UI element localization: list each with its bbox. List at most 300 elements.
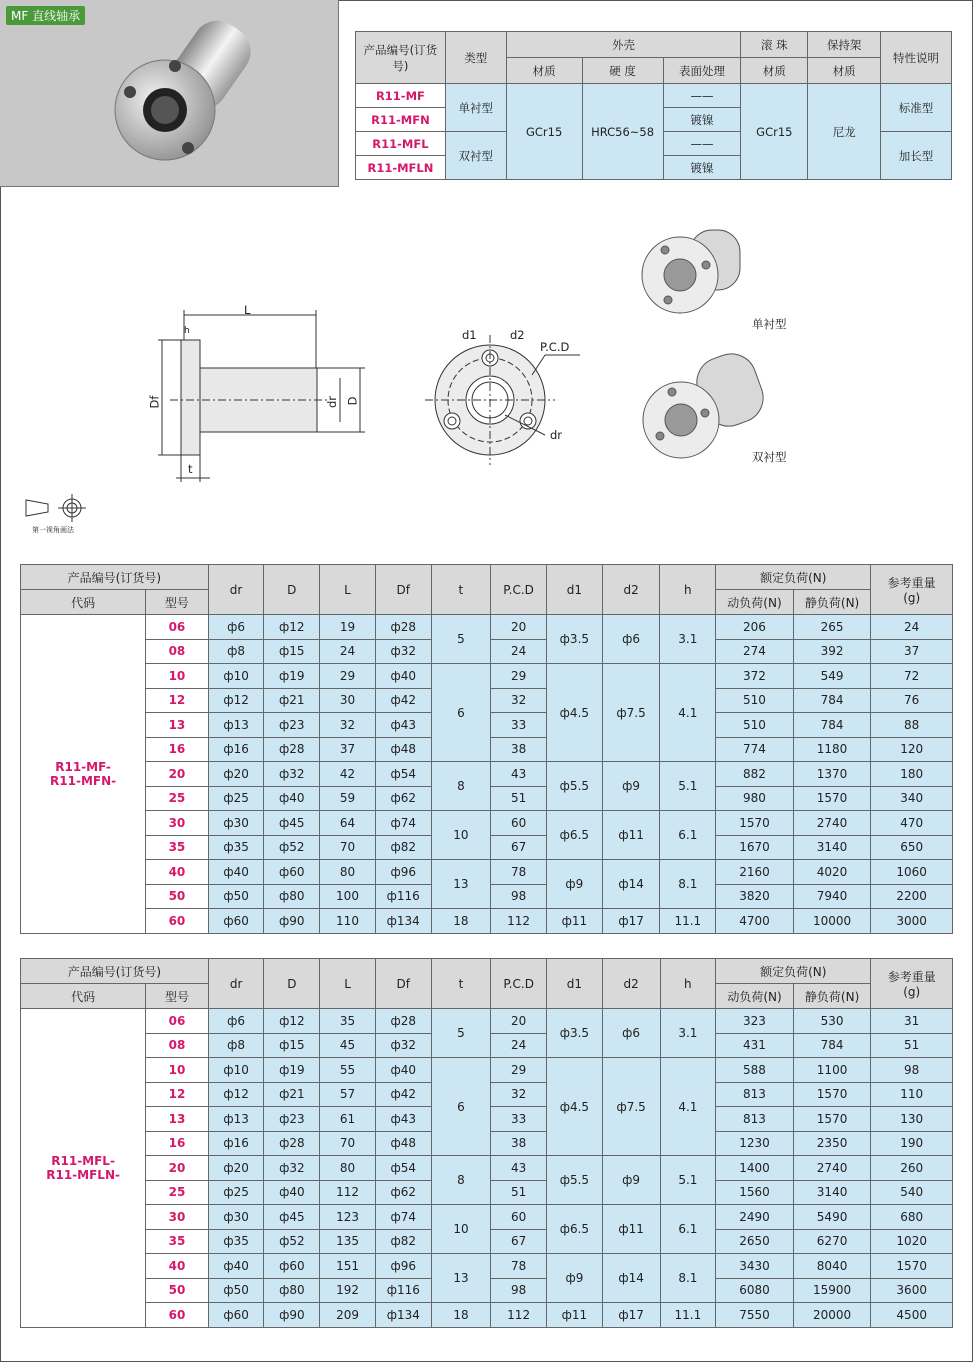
table-row <box>21 664 953 689</box>
load-cell: 37 <box>871 639 953 664</box>
dim-cell: ф8 <box>208 1033 264 1058</box>
table-row <box>21 1254 953 1279</box>
model-cell: 20 <box>146 762 209 787</box>
dim-cell: ф74 <box>375 811 431 836</box>
d1-cell: ф6.5 <box>546 811 602 860</box>
table-row <box>21 1156 953 1181</box>
dim-cell: 70 <box>320 1131 376 1156</box>
dim-cell: ф42 <box>375 688 431 713</box>
header-dr: dr <box>208 565 264 615</box>
header-weight-label: 参考重量 <box>887 970 936 984</box>
load-cell: 882 <box>716 762 794 787</box>
load-cell: 540 <box>871 1180 953 1205</box>
header-L: L <box>320 959 376 1009</box>
load-cell: 260 <box>871 1156 953 1181</box>
dim-cell: 123 <box>320 1205 376 1230</box>
d2-cell: ф9 <box>602 762 660 811</box>
spec-header-order-no: 产品编号(订货号) <box>356 32 446 84</box>
header-model: 型号 <box>146 590 209 615</box>
h-cell: 8.1 <box>660 860 716 909</box>
header-stat: 静负荷(N) <box>793 590 871 615</box>
spec-surface: 镀镍 <box>663 108 741 132</box>
dim-cell: ф8 <box>208 639 264 664</box>
dim-cell: ф48 <box>375 1131 431 1156</box>
header-d2: d2 <box>602 959 660 1009</box>
dim-cell: 30 <box>320 688 376 713</box>
h-cell: 4.1 <box>660 664 716 762</box>
d2-cell: ф7.5 <box>602 664 660 762</box>
dim-cell: ф40 <box>375 664 431 689</box>
pcd-cell: 33 <box>491 1107 547 1132</box>
model-cell: 60 <box>146 1303 209 1328</box>
model-cell: 06 <box>146 1009 209 1034</box>
d2-cell: ф11 <box>602 811 660 860</box>
load-cell: 680 <box>871 1205 953 1230</box>
h-cell: 5.1 <box>660 1156 716 1205</box>
load-cell: 340 <box>871 786 953 811</box>
load-cell: 98 <box>871 1058 953 1083</box>
load-cell: 774 <box>716 737 794 762</box>
load-cell: 3820 <box>716 884 794 909</box>
load-cell: 431 <box>716 1033 794 1058</box>
dim-cell: ф28 <box>264 1131 320 1156</box>
d1-cell: ф4.5 <box>546 664 602 762</box>
h-cell: 6.1 <box>660 811 716 860</box>
d1-cell: ф11 <box>546 909 602 934</box>
d1-cell: ф9 <box>546 860 602 909</box>
dim-cell: ф23 <box>264 1107 320 1132</box>
dim-cell: ф28 <box>375 615 431 640</box>
load-cell: 206 <box>716 615 794 640</box>
load-cell: 6080 <box>716 1278 794 1303</box>
d1-cell: ф5.5 <box>546 762 602 811</box>
dim-cell: ф40 <box>264 786 320 811</box>
dim-cell: ф35 <box>208 835 264 860</box>
table-row <box>21 1058 953 1083</box>
spec-header-hardness: 硬 度 <box>582 58 663 84</box>
projection-label: 第一视角画法 <box>32 526 74 534</box>
header-D: D <box>264 565 320 615</box>
t-cell: 8 <box>431 762 491 811</box>
load-cell: 4500 <box>871 1303 953 1328</box>
dim-cell: ф96 <box>375 1254 431 1279</box>
dim-dr-front: dr <box>550 428 563 442</box>
dim-cell: ф134 <box>375 909 431 934</box>
d1-cell: ф6.5 <box>547 1205 603 1254</box>
load-cell: 15900 <box>793 1278 871 1303</box>
dim-cell: 151 <box>320 1254 376 1279</box>
load-cell: 372 <box>716 664 794 689</box>
dim-cell: ф28 <box>375 1009 431 1034</box>
pcd-cell: 43 <box>491 762 547 787</box>
load-cell: 784 <box>793 713 871 738</box>
table-row <box>21 1205 953 1230</box>
dim-cell: ф116 <box>375 1278 431 1303</box>
header-t: t <box>431 959 491 1009</box>
dim-cell: 19 <box>320 615 376 640</box>
model-cell: 25 <box>146 1180 209 1205</box>
header-t: t <box>431 565 491 615</box>
model-cell: 30 <box>146 811 209 836</box>
model-cell: 12 <box>146 688 209 713</box>
header-weight-unit: (g) <box>903 985 921 999</box>
load-cell: 510 <box>716 688 794 713</box>
load-cell: 2350 <box>793 1131 871 1156</box>
pcd-cell: 67 <box>491 835 547 860</box>
code-1: R11-MF- <box>55 759 111 774</box>
dim-cell: ф25 <box>208 1180 264 1205</box>
pcd-cell: 51 <box>491 1180 547 1205</box>
spec-code: R11-MFLN <box>356 156 446 180</box>
header-h: h <box>660 565 716 615</box>
header-dyn: 动负荷(N) <box>716 984 794 1009</box>
pcd-cell: 98 <box>491 884 547 909</box>
pcd-cell: 38 <box>491 737 547 762</box>
dim-cell: ф16 <box>208 737 264 762</box>
drawing-svg <box>0 200 973 550</box>
dim-cell: 192 <box>320 1278 376 1303</box>
dim-cell: ф45 <box>264 811 320 836</box>
code-1: R11-MFL- <box>51 1153 115 1168</box>
spec-feature-long: 加长型 <box>881 132 952 180</box>
load-cell: 1570 <box>871 1254 953 1279</box>
table-row <box>21 909 953 934</box>
header-D: D <box>264 959 320 1009</box>
pcd-cell: 51 <box>491 786 547 811</box>
dim-cell: ф60 <box>264 860 320 885</box>
code-2: R11-MFN- <box>50 773 117 788</box>
pcd-cell: 67 <box>491 1229 547 1254</box>
load-cell: 8040 <box>793 1254 871 1279</box>
h-cell: 11.1 <box>660 1303 716 1328</box>
dim-cell: ф82 <box>375 1229 431 1254</box>
dim-cell: 70 <box>320 835 376 860</box>
header-d1: d1 <box>547 959 603 1009</box>
load-cell: 20000 <box>793 1303 871 1328</box>
spec-code: R11-MFN <box>356 108 446 132</box>
pcd-cell: 60 <box>491 1205 547 1230</box>
dim-cell: ф60 <box>264 1254 320 1279</box>
load-cell: 2740 <box>793 1156 871 1181</box>
pcd-cell: 38 <box>491 1131 547 1156</box>
spec-surface: —— <box>663 84 741 108</box>
dim-cell: ф48 <box>375 737 431 762</box>
dim-cell: ф20 <box>208 1156 264 1181</box>
load-cell: 1100 <box>793 1058 871 1083</box>
header-load: 额定负荷(N) <box>716 959 871 984</box>
dim-cell: ф82 <box>375 835 431 860</box>
dim-cell: ф52 <box>264 835 320 860</box>
dim-cell: ф32 <box>375 639 431 664</box>
dim-cell: ф74 <box>375 1205 431 1230</box>
model-cell: 10 <box>146 1058 209 1083</box>
d2-cell: ф17 <box>602 1303 660 1328</box>
product-photo-box <box>0 0 339 187</box>
dim-cell: ф43 <box>375 1107 431 1132</box>
load-cell: 813 <box>716 1082 794 1107</box>
load-cell: 4020 <box>793 860 871 885</box>
dim-cell: 61 <box>320 1107 376 1132</box>
dim-cell: 45 <box>320 1033 376 1058</box>
load-cell: 120 <box>871 737 953 762</box>
dim-D: D <box>345 396 360 406</box>
t-cell: 6 <box>431 664 491 762</box>
d2-cell: ф6 <box>602 1009 660 1058</box>
header-stat: 静负荷(N) <box>793 984 871 1009</box>
dim-Df: Df <box>147 395 162 409</box>
d1-cell: ф9 <box>547 1254 603 1303</box>
dim-cell: ф23 <box>264 713 320 738</box>
header-d2: d2 <box>602 565 660 615</box>
spec-header-type: 类型 <box>445 32 506 84</box>
dim-cell: ф16 <box>208 1131 264 1156</box>
dim-d1: d1 <box>462 328 477 342</box>
load-cell: 1230 <box>716 1131 794 1156</box>
h-cell: 3.1 <box>660 615 716 664</box>
header-code: 代码 <box>21 590 146 615</box>
t-cell: 13 <box>431 1254 491 1303</box>
dim-cell: ф12 <box>264 615 320 640</box>
spec-ball-material: GCr15 <box>741 84 808 180</box>
t-cell: 8 <box>431 1156 491 1205</box>
spec-header-ball: 滚 珠 <box>741 32 808 58</box>
h-cell: 8.1 <box>660 1254 716 1303</box>
dim-cell: ф116 <box>375 884 431 909</box>
h-cell: 4.1 <box>660 1058 716 1156</box>
dim-cell: ф40 <box>264 1180 320 1205</box>
header-pcd: P.C.D <box>491 959 547 1009</box>
model-cell: 25 <box>146 786 209 811</box>
header-Df: Df <box>375 565 431 615</box>
load-cell: 3430 <box>716 1254 794 1279</box>
model-cell: 16 <box>146 1131 209 1156</box>
dim-d2: d2 <box>510 328 525 342</box>
spec-shell-material: GCr15 <box>506 84 582 180</box>
load-cell: 130 <box>871 1107 953 1132</box>
pcd-cell: 20 <box>491 1009 547 1034</box>
dim-cell: ф32 <box>264 1156 320 1181</box>
dim-cell: ф15 <box>264 1033 320 1058</box>
load-cell: 110 <box>871 1082 953 1107</box>
pcd-cell: 33 <box>491 713 547 738</box>
dim-cell: 32 <box>320 713 376 738</box>
spec-type-double: 双衬型 <box>445 132 506 180</box>
dim-cell: ф32 <box>375 1033 431 1058</box>
t-cell: 13 <box>431 860 491 909</box>
load-cell: 6270 <box>793 1229 871 1254</box>
dim-cell: 110 <box>320 909 376 934</box>
dim-cell: ф40 <box>208 1254 264 1279</box>
header-weight <box>871 565 953 615</box>
model-cell: 50 <box>146 884 209 909</box>
dim-cell: ф21 <box>264 1082 320 1107</box>
dim-cell: ф54 <box>375 1156 431 1181</box>
d1-cell: ф3.5 <box>546 615 602 664</box>
dim-cell: ф96 <box>375 860 431 885</box>
load-cell: 1400 <box>716 1156 794 1181</box>
spec-header-ball-material: 材质 <box>741 58 808 84</box>
load-cell: 265 <box>793 615 871 640</box>
dim-cell: ф54 <box>375 762 431 787</box>
load-cell: 3600 <box>871 1278 953 1303</box>
load-cell: 4700 <box>716 909 794 934</box>
model-cell: 40 <box>146 1254 209 1279</box>
table-row <box>21 860 953 885</box>
header-order-no: 产品编号(订货号) <box>21 565 209 590</box>
dim-cell: ф25 <box>208 786 264 811</box>
d2-cell: ф11 <box>602 1205 660 1254</box>
spec-header-feature: 特性说明 <box>881 32 952 84</box>
dim-cell: ф10 <box>208 1058 264 1083</box>
dim-cell: 64 <box>320 811 376 836</box>
pcd-cell: 29 <box>491 664 547 689</box>
pcd-cell: 60 <box>491 811 547 836</box>
table-row <box>21 811 953 836</box>
load-cell: 1570 <box>793 1107 871 1132</box>
h-cell: 11.1 <box>660 909 716 934</box>
dim-cell: ф28 <box>264 737 320 762</box>
load-cell: 2740 <box>793 811 871 836</box>
load-cell: 784 <box>793 1033 871 1058</box>
load-cell: 7940 <box>793 884 871 909</box>
code-cell <box>21 615 146 934</box>
header-h: h <box>660 959 716 1009</box>
spec-type-single: 单衬型 <box>445 84 506 132</box>
double-type-label: 双衬型 <box>752 450 787 464</box>
load-cell: 274 <box>716 639 794 664</box>
h-cell: 3.1 <box>660 1009 716 1058</box>
table-row <box>21 1009 953 1034</box>
dim-cell: ф40 <box>375 1058 431 1083</box>
header-dyn: 动负荷(N) <box>716 590 794 615</box>
header-code: 代码 <box>21 984 146 1009</box>
model-cell: 06 <box>146 615 209 640</box>
dim-cell: ф134 <box>375 1303 431 1328</box>
pcd-cell: 112 <box>491 909 547 934</box>
load-cell: 72 <box>871 664 953 689</box>
pcd-cell: 78 <box>491 1254 547 1279</box>
d1-cell: ф11 <box>547 1303 603 1328</box>
dim-cell: 29 <box>320 664 376 689</box>
t-cell: 5 <box>431 1009 491 1058</box>
dim-cell: ф80 <box>264 1278 320 1303</box>
model-cell: 60 <box>146 909 209 934</box>
table-row <box>21 762 953 787</box>
load-cell: 1670 <box>716 835 794 860</box>
load-cell: 2490 <box>716 1205 794 1230</box>
pcd-cell: 32 <box>491 1082 547 1107</box>
spec-header-material: 材质 <box>506 58 582 84</box>
load-cell: 470 <box>871 811 953 836</box>
header-model: 型号 <box>146 984 209 1009</box>
dim-cell: 42 <box>320 762 376 787</box>
bearing-photo <box>110 20 270 180</box>
dim-cell: ф30 <box>208 1205 264 1230</box>
header-d1: d1 <box>546 565 602 615</box>
spec-header-surface: 表面处理 <box>663 58 741 84</box>
h-cell: 6.1 <box>660 1205 716 1254</box>
dim-cell: ф60 <box>208 1303 264 1328</box>
spec-table <box>355 31 952 180</box>
pcd-cell: 32 <box>491 688 547 713</box>
load-cell: 2160 <box>716 860 794 885</box>
load-cell: 190 <box>871 1131 953 1156</box>
spec-surface: —— <box>663 132 741 156</box>
t-cell: 6 <box>431 1058 491 1156</box>
load-cell: 3000 <box>871 909 953 934</box>
d1-cell: ф3.5 <box>547 1009 603 1058</box>
load-cell: 24 <box>871 615 953 640</box>
dim-cell: ф19 <box>264 1058 320 1083</box>
load-cell: 51 <box>871 1033 953 1058</box>
model-cell: 12 <box>146 1082 209 1107</box>
model-cell: 35 <box>146 835 209 860</box>
dim-cell: ф12 <box>208 1082 264 1107</box>
dim-cell: ф21 <box>264 688 320 713</box>
dim-cell: ф6 <box>208 615 264 640</box>
dim-cell: ф62 <box>375 1180 431 1205</box>
load-cell: 980 <box>716 786 794 811</box>
dim-cell: ф50 <box>208 1278 264 1303</box>
dim-cell: 57 <box>320 1082 376 1107</box>
t-cell: 5 <box>431 615 491 664</box>
d1-cell: ф5.5 <box>547 1156 603 1205</box>
model-cell: 13 <box>146 1107 209 1132</box>
dim-cell: 24 <box>320 639 376 664</box>
dim-cell: ф50 <box>208 884 264 909</box>
load-cell: 7550 <box>716 1303 794 1328</box>
spec-header-shell: 外壳 <box>506 32 741 58</box>
load-cell: 31 <box>871 1009 953 1034</box>
dim-cell: ф62 <box>375 786 431 811</box>
dim-t: t <box>188 462 193 476</box>
d2-cell: ф14 <box>602 860 660 909</box>
load-cell: 88 <box>871 713 953 738</box>
load-cell: 392 <box>793 639 871 664</box>
load-cell: 10000 <box>793 909 871 934</box>
header-load: 额定负荷(N) <box>716 565 871 590</box>
model-cell: 13 <box>146 713 209 738</box>
load-cell: 1020 <box>871 1229 953 1254</box>
load-cell: 76 <box>871 688 953 713</box>
load-cell: 1560 <box>716 1180 794 1205</box>
t-cell: 10 <box>431 811 491 860</box>
dim-cell: ф43 <box>375 713 431 738</box>
dim-cell: ф40 <box>208 860 264 885</box>
model-cell: 35 <box>146 1229 209 1254</box>
dim-cell: ф35 <box>208 1229 264 1254</box>
single-type-label: 单衬型 <box>752 317 787 331</box>
header-order-no: 产品编号(订货号) <box>21 959 209 984</box>
dim-cell: ф19 <box>264 664 320 689</box>
pcd-cell: 43 <box>491 1156 547 1181</box>
d2-cell: ф7.5 <box>602 1058 660 1156</box>
model-cell: 30 <box>146 1205 209 1230</box>
header-pcd: P.C.D <box>491 565 547 615</box>
load-cell: 3140 <box>793 835 871 860</box>
dim-cell: ф13 <box>208 1107 264 1132</box>
pcd-cell: 98 <box>491 1278 547 1303</box>
load-cell: 588 <box>716 1058 794 1083</box>
load-cell: 1570 <box>793 1082 871 1107</box>
load-cell: 180 <box>871 762 953 787</box>
dimension-table-long <box>20 958 953 1328</box>
t-cell: 18 <box>431 909 491 934</box>
dim-pcd: P.C.D <box>540 340 570 354</box>
pcd-cell: 29 <box>491 1058 547 1083</box>
load-cell: 510 <box>716 713 794 738</box>
spec-surface: 镀镍 <box>663 156 741 180</box>
